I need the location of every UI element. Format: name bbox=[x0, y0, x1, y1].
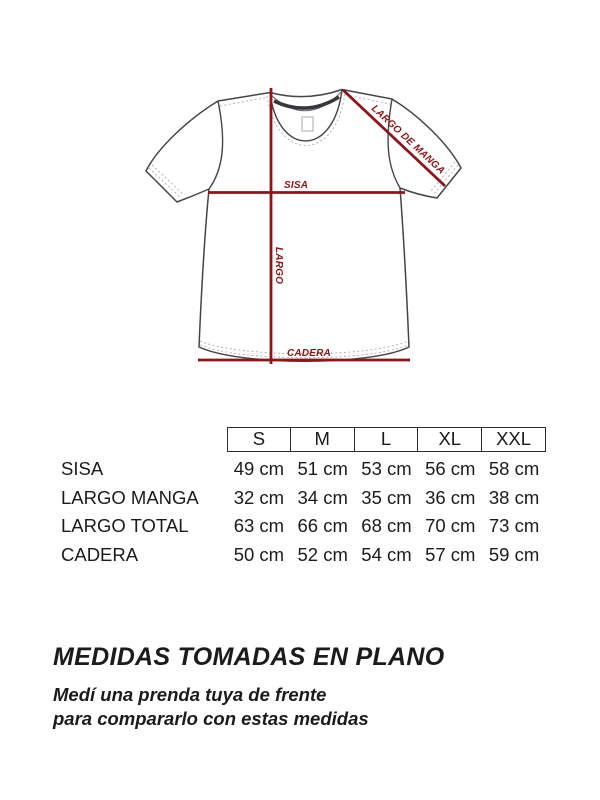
size-table bbox=[61, 427, 546, 570]
table-cell: 35 cm bbox=[361, 486, 412, 508]
table-cell: 54 cm bbox=[361, 544, 412, 566]
footer-subtitle-line1: Medí una prenda tuya de frente bbox=[53, 684, 327, 705]
size-table-corner-spacer bbox=[61, 427, 227, 452]
table-cell: 32 cm bbox=[233, 486, 285, 508]
largo-de-manga-label: LARGO DE MANGA bbox=[368, 103, 447, 177]
size-column-header-xxl: XXL bbox=[482, 427, 546, 452]
table-cell: 68 cm bbox=[361, 515, 412, 537]
neck-tag bbox=[302, 117, 313, 131]
table-cell: 58 cm bbox=[488, 457, 540, 479]
table-cell: 56 cm bbox=[425, 457, 476, 479]
table-cell: 50 cm bbox=[233, 544, 285, 566]
table-cell: 63 cm bbox=[233, 515, 285, 537]
row-label-largo-total: LARGO TOTAL bbox=[61, 515, 189, 537]
size-column-header-l: L bbox=[355, 427, 419, 452]
table-cell: 53 cm bbox=[361, 457, 412, 479]
table-cell: 49 cm bbox=[233, 457, 285, 479]
size-column-header-m: M bbox=[291, 427, 355, 452]
table-cell: 36 cm bbox=[425, 486, 476, 508]
sisa-label: SISA bbox=[284, 180, 309, 191]
table-cell: 66 cm bbox=[297, 515, 348, 537]
footer-subtitle-line2: para compararlo con estas medidas bbox=[53, 708, 369, 729]
largo-label: LARGO bbox=[273, 247, 284, 285]
footer-title: MEDIDAS TOMADAS EN PLANO bbox=[53, 643, 445, 671]
table-cell: 51 cm bbox=[297, 457, 348, 479]
table-cell: 59 cm bbox=[488, 544, 540, 566]
table-cell: 34 cm bbox=[297, 486, 348, 508]
table-cell: 57 cm bbox=[425, 544, 476, 566]
table-cell: 52 cm bbox=[297, 544, 348, 566]
row-label-largo-manga: LARGO MANGA bbox=[61, 486, 199, 508]
cadera-label: CADERA bbox=[287, 348, 331, 359]
footer-subtitle bbox=[53, 683, 444, 731]
row-label-sisa: SISA bbox=[61, 457, 104, 479]
footer-note bbox=[53, 644, 444, 731]
size-column-header-s: S bbox=[227, 427, 291, 452]
table-cell: 70 cm bbox=[425, 515, 476, 537]
table-cell: 73 cm bbox=[488, 515, 540, 537]
size-column-header-xl: XL bbox=[418, 427, 482, 452]
table-cell: 38 cm bbox=[488, 486, 540, 508]
row-label-cadera: CADERA bbox=[61, 544, 139, 566]
